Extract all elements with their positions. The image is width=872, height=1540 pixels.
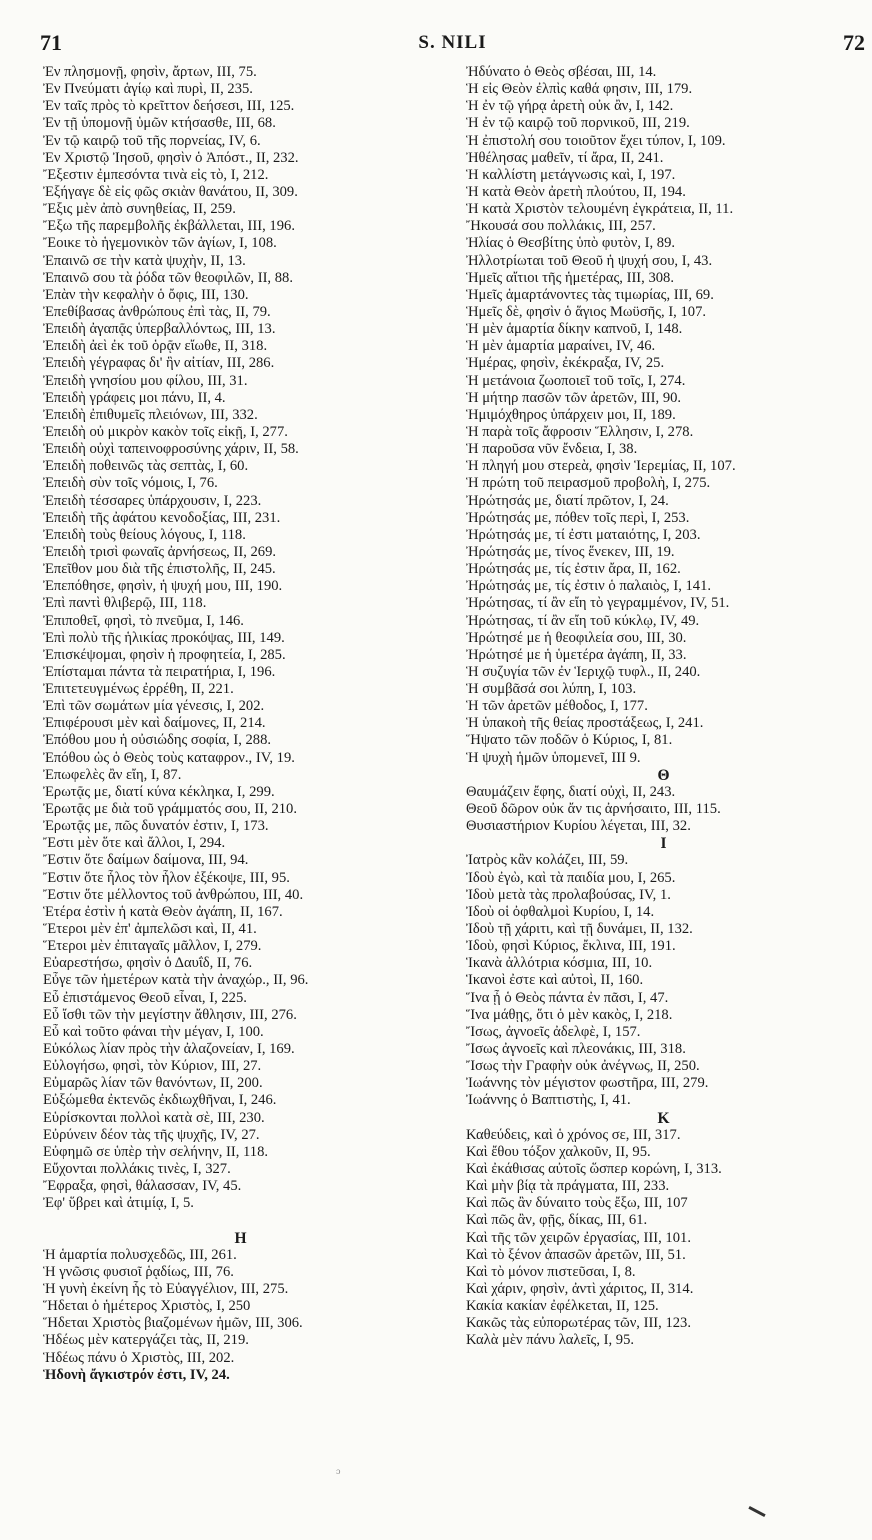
index-entry: Ἵνα ᾖ ὁ Θεὸς πάντα ἐν πᾶσι, I, 47. [466, 989, 669, 1006]
index-entry: Ἱκανὰ ἀλλότρια κόσμια, III, 10. [466, 955, 653, 972]
index-entry: Ἵνα μάθῃς, ὅτι ὁ μὲν κακὸς, I, 218. [466, 1006, 673, 1023]
index-entry: Ἐπειδὴ ἀεὶ ἐκ τοῦ ὁρᾷν εἴωθε, II, 318. [43, 338, 268, 355]
footer-mark: ɔ [336, 1467, 341, 1476]
index-entry: Ἡδέως πάνυ ὁ Χριστὸς, III, 202. [43, 1349, 235, 1366]
letter-heading: Θ [657, 766, 670, 784]
index-entry: Ἐν Χριστῷ Ἰησοῦ, φησὶν ὁ Ἀπόστ., II, 232. [43, 149, 299, 166]
index-entry: Ἡμιμόχθηρος ὑπάρχειν μοι, II, 189. [466, 406, 676, 423]
index-entry: Ἠρώτησάς με, διατί πρῶτον, I, 24. [466, 492, 669, 509]
index-entry: Ἠλίας ὁ Θεσβίτης ὑπὸ φυτὸν, I, 89. [466, 235, 676, 252]
index-entry: Εὐρύνειν δέον τὰς τῆς ψυχῆς, IV, 27. [43, 1126, 260, 1143]
index-entry: Ἥψατο τῶν ποδῶν ὁ Κύριος, I, 81. [466, 732, 673, 749]
index-entry: Ἔστιν ὅτε μέλλοντος τοῦ ἀνθρώπου, III, 40. [43, 886, 304, 903]
index-entry: Καὶ τὸ ξένον ἁπασῶν ἀρετῶν, III, 51. [466, 1246, 686, 1263]
index-entry: Ἡ παρὰ τοῖς ἄφροσιν Ἕλλησιν, I, 278. [466, 423, 694, 440]
index-entry: Ἠλλοτρίωται τοῦ Θεοῦ ἡ ψυχή σου, I, 43. [466, 252, 713, 269]
index-entry: Θυσιαστήριον Κυρίου λέγεται, III, 32. [466, 818, 691, 835]
index-entry: Ἐπειδὴ γέγραφας δι' ἣν αἰτίαν, III, 286. [43, 355, 275, 372]
index-entry: Ἡ ἐν τῷ γήρᾳ ἀρετὴ οὐκ ἂν, I, 142. [466, 98, 674, 115]
index-entry: Ἡ κατὰ Χριστὸν τελουμένη ἐγκράτεια, II, 11. [466, 201, 734, 218]
index-entry: Κακία κακίαν ἐφέλκεται, II, 125. [466, 1298, 659, 1315]
index-entry: Ἡ συζυγία τῶν ἐν Ἱεριχῷ τυφλ., II, 240. [466, 663, 701, 680]
index-entry: Ἠρώτησέ με ἡ θεοφιλεία σου, III, 30. [466, 629, 687, 646]
page-number-left: 71 [40, 30, 62, 55]
index-entry: Καὶ πῶς ἂν, φῇς, δίκας, III, 61. [466, 1212, 648, 1229]
index-entry: Ἰωάννης τὸν μέγιστον φωστῆρα, III, 279. [466, 1075, 709, 1092]
index-entry: Θαυμάζειν ἔφης, διατί οὐχὶ, II, 243. [466, 783, 676, 800]
index-entry: Ἐρωτᾷς με, διατί κύνα κέκληκα, I, 299. [43, 783, 275, 800]
index-entry: Εὑρίσκονται πολλοὶ κατὰ σὲ, III, 230. [43, 1109, 265, 1126]
index-entry: Καλὰ μὲν πάνυ λαλεῖς, I, 95. [466, 1332, 635, 1349]
index-entry: Ἐρωτᾷς με διὰ τοῦ γράμματός σου, II, 210. [43, 801, 297, 818]
index-entry: Ἥδεται Χριστὸς βιαζομένων ἡμῶν, III, 306. [43, 1315, 303, 1332]
index-entry: Ἡ κατὰ Θεὸν ἀρετὴ πλούτου, II, 194. [466, 183, 686, 200]
index-entry: Εὐαρεστήσω, φησὶν ὁ Δαυΐδ, II, 76. [43, 955, 253, 972]
index-column-left [43, 64, 438, 1384]
column-gap [43, 1212, 438, 1229]
index-entry: Ἐφ' ὕβρει καὶ ἀτιμίᾳ, I, 5. [43, 1195, 194, 1212]
index-entry: Ἐπίσταμαι πάντα τὰ πειρατήρια, I, 196. [43, 663, 276, 680]
index-entry: Ἐν ταῖς πρὸς τὸ κρεῖττον δεήσεσι, III, 125. [43, 98, 295, 115]
index-entry: Ἡ μετάνοια ζωοποιεῖ τοῦ τοῖς, I, 274. [466, 372, 686, 389]
index-entry: Ἰδοὺ οἱ ὀφθαλμοὶ Κυρίου, I, 14. [466, 903, 655, 920]
index-entry: Ἐπειδὴ ποθεινῶς τὰς σεπτὰς, I, 60. [43, 458, 249, 475]
index-entry: Ἠρώτησας, τί ἂν εἴη τὸ γεγραμμένον, IV, 51. [466, 595, 730, 612]
index-entry: Ἔστιν ὅτε ἧλος τὸν ἧλον ἐξέκοψε, III, 95. [43, 869, 290, 886]
index-entry: Εὐκόλως λίαν πρὸς τὴν ἀλαζονείαν, I, 169. [43, 1041, 295, 1058]
index-entry: Ἐρωτᾷς με, πῶς δυνατόν ἐστιν, I, 173. [43, 818, 269, 835]
index-entry: Ἡμέρας, φησὶν, ἐκέκραξα, IV, 25. [466, 355, 665, 372]
index-entry: Καθεύδεις, καὶ ὁ χρόνος σε, III, 317. [466, 1126, 681, 1143]
index-entry: Ἴσως τὴν Γραφὴν οὐκ ἀνέγνως, II, 250. [466, 1058, 700, 1075]
index-entry: Ἠρώτησάς με, τίνος ἕνεκεν, III, 19. [466, 543, 675, 560]
index-entry: Ἡ παροῦσα νῦν ἔνδεια, I, 38. [466, 441, 638, 458]
index-entry: Εὔχονται πολλάκις τινὲς, I, 327. [43, 1161, 231, 1177]
index-entry: Ἴσως, ἀγνοεῖς ἀδελφὲ, I, 157. [466, 1023, 641, 1040]
index-entry: Ἠρώτησας, τί ἂν εἴη τοῦ κύκλῳ, IV, 49. [466, 612, 700, 629]
index-entry: Ἠδύνατο ὁ Θεὸς σβέσαι, III, 14. [466, 64, 657, 80]
index-entry: Ἰδοὺ ἐγὼ, καὶ τὰ παιδία μου, I, 265. [466, 869, 676, 886]
index-entry: Ἐπειδὴ οὐχὶ ταπεινοφροσύνης χάριν, II, 58. [43, 441, 299, 458]
index-entry: Ἐπειδὴ σὺν τοῖς νόμοις, I, 76. [43, 475, 218, 492]
index-entry: Εὖ ἐπιστάμενος Θεοῦ εἶναι, I, 225. [43, 989, 247, 1006]
page-number-right: 72 [843, 30, 865, 55]
index-entry: Ἥδεται ὁ ἡμέτερος Χριστὸς, I, 250 [43, 1298, 251, 1315]
index-entry: Ἡ γυνὴ ἐκείνη ἧς τὸ Εὐαγγέλιον, III, 275. [43, 1280, 289, 1297]
index-entry: Ἐν πλησμονῇ, φησὶν, ἄρτων, III, 75. [43, 64, 257, 80]
index-entry: Ἐπαινῶ σου τὰ ῥόδα τῶν θεοφιλῶν, II, 88. [43, 269, 293, 286]
index-entry: Καὶ πῶς ἂν δύναιτο τοὺς ἔξω, III, 107 [466, 1195, 688, 1212]
index-entry: Ἔξις μὲν ἀπὸ συνηθείας, II, 259. [43, 201, 236, 218]
index-entry: Ἐπισκέψομαι, φησὶν ἡ προφητεία, I, 285. [43, 646, 286, 663]
index-entry: Ἑτέρα ἐστὶν ἡ κατὰ Θεὸν ἀγάπη, II, 167. [43, 903, 283, 920]
index-entry: Ἡ εἰς Θεὸν ἐλπὶς καθά φησιν, III, 179. [466, 81, 693, 98]
index-entry: Ἡ ἐπιστολή σου τοιοῦτον ἔχει τύπον, I, 109. [466, 132, 726, 149]
index-entry: Ἰωάννης ὁ Βαπτιστὴς, I, 41. [466, 1092, 631, 1109]
index-entry: Ἡ μὲν ἁμαρτία μαραίνει, IV, 46. [466, 338, 656, 355]
index-entry: Ἐν τῷ καιρῷ τοῦ τῆς πορνείας, IV, 6. [43, 132, 261, 149]
index-entry: Ἰδοὺ, φησὶ Κύριος, ἔκλινα, III, 191. [466, 938, 676, 955]
index-entry: Ἕτεροι μὲν ἐπ' ἀμπελῶσι καὶ, II, 41. [43, 921, 257, 938]
index-entry: Ἡμεῖς ἁμαρτάνοντες τὰς τιμωρίας, III, 69. [466, 286, 714, 303]
index-entry: Ἔοικε τὸ ἡγεμονικὸν τῶν ἁγίων, I, 108. [43, 235, 277, 252]
index-entry: Ἠρώτησάς με, τί ἐστι ματαιότης, I, 203. [466, 526, 701, 543]
index-entry: Ἐπειδὴ ἐπιθυμεῖς πλειόνων, III, 332. [43, 406, 258, 423]
index-entry: Ἐπειδὴ οὐ μικρὸν κακὸν τοῖς εἰκῇ, I, 277. [43, 423, 288, 440]
index-entry: Καὶ ἔθου τόξον χαλκοῦν, II, 95. [466, 1143, 651, 1160]
index-entry: Ἐπὶ τῶν σωμάτων μία γένεσις, I, 202. [43, 698, 265, 715]
index-entry: Ἠρώτησέ με ἡ ὑμετέρα ἀγάπη, II, 33. [466, 646, 687, 663]
index-entry: Ἔστι μὲν ὅτε καὶ ἄλλοι, I, 294. [43, 835, 226, 852]
index-entry: Εὖ καὶ τοῦτο φάναι τὴν μέγαν, I, 100. [43, 1023, 264, 1040]
running-head [40, 30, 865, 60]
index-entry: Ἐπεπόθησε, φησὶν, ἡ ψυχή μου, III, 190. [43, 578, 283, 595]
index-entry: Εὖ ἴσθι τῶν τὴν μεγίστην ἄθλησιν, III, 276. [43, 1006, 297, 1023]
index-entry: Ἐπὶ πολὺ τῆς ἡλικίας προκόψας, III, 149. [43, 629, 285, 646]
index-entry: Ἐπὶ παντὶ θλιβερῷ, III, 118. [43, 595, 207, 612]
index-entry: Ἐπειδὴ γράφεις μοι πάνυ, II, 4. [43, 389, 226, 406]
index-entry: Εὐμαρῶς λίαν τῶν θανόντων, II, 200. [43, 1075, 263, 1092]
index-entry: Ἔστιν ὅτε δαίμων δαίμονα, III, 94. [43, 852, 249, 869]
index-entry: Ἐν τῇ ὑπομονῇ ὑμῶν κτήσασθε, III, 68. [43, 115, 276, 132]
index-entry: Ἰδοὺ τῇ χάριτι, καὶ τῇ δυνάμει, II, 132. [466, 921, 693, 938]
index-entry: Ἡδονὴ ἄγκιστρόν ἐστι, IV, 24. [43, 1366, 230, 1383]
index-entry: Ἡ μὲν ἁμαρτία δίκην καπνοῦ, I, 148. [466, 321, 683, 338]
index-entry: Θεοῦ δῶρον οὐκ ἄν τις ἀρνήσαιτο, III, 115. [466, 801, 721, 818]
letter-heading: Η [234, 1229, 247, 1247]
index-entry: Ἠρώτησάς με, πόθεν τοῖς περὶ, I, 253. [466, 509, 690, 526]
index-entry: Ἡ συμβᾶσά σοι λύπη, I, 103. [466, 681, 637, 698]
index-entry: Ἰατρὸς κἂν κολάζει, III, 59. [466, 852, 629, 869]
index-entry: Ἡμεῖς δὲ, φησὶν ὁ ἅγιος Μωϋσῆς, I, 107. [466, 303, 707, 320]
index-entry: Καὶ τὸ μόνον πιστεῦσαι, I, 8. [466, 1263, 636, 1280]
index-entry: Ἔξω τῆς παρεμβολῆς ἐκβάλλεται, III, 196. [43, 218, 295, 235]
index-entry: Ἐπόθου μου ἡ οὐσιώδης σοφία, I, 288. [43, 732, 272, 749]
index-entry: Ἐπειδὴ τέσσαρες ὑπάρχουσιν, I, 223. [43, 492, 262, 509]
index-entry: Κακῶς τὰς εὐπορωτέρας τῶν, III, 123. [466, 1315, 692, 1332]
letter-heading: Ι [660, 835, 667, 853]
index-entry: Ἡ ἐν τῷ καιρῷ τοῦ πορνικοῦ, III, 219. [466, 115, 690, 132]
index-entry: Ἐπόθου ὡς ὁ Θεὸς τοὺς καταφρον., IV, 19. [43, 749, 295, 766]
index-entry: Ἐξήγαγε δὲ εἰς φῶς σκιὰν θανάτου, II, 309. [43, 183, 298, 200]
index-entry: Ἔφραξα, φησὶ, θάλασσαν, IV, 45. [43, 1178, 242, 1195]
index-entry: Ἡ γνῶσις φυσιοῖ ῥᾳδίως, III, 76. [43, 1263, 234, 1280]
index-entry: Εὐφημῶ σε ὑπὲρ τὴν σελήνην, II, 118. [43, 1143, 269, 1160]
index-entry: Καὶ τῆς τῶν χειρῶν ἐργασίας, III, 101. [466, 1229, 691, 1246]
index-entry: Εὖγε τῶν ἡμετέρων κατὰ τὴν ἀναχώρ., II, 96. [43, 972, 309, 989]
index-entry: Ἐπιτετευγμένως ἐρρέθη, II, 221. [43, 681, 234, 698]
index-entry: Ἠρώτησάς με, τίς ἐστιν ὁ παλαιὸς, I, 141. [466, 578, 712, 595]
index-entry: Καὶ χάριν, φησὶν, ἀντὶ χάριτος, II, 314. [466, 1280, 694, 1297]
index-entry: Ἐπειδὴ τῆς ἀφάτου κενοδοξίας, III, 231. [43, 509, 281, 526]
index-entry: Ἐπειδὴ τοὺς θείους λόγους, I, 118. [43, 526, 246, 543]
index-entry: Ἡ ψυχὴ ἡμῶν ὑπομενεῖ, III 9. [466, 749, 641, 766]
index-entry: Ἠρώτησάς με, τίς ἐστιν ἄρα, II, 162. [466, 561, 681, 578]
index-entry: Καὶ ἐκάθισας αὐτοῖς ὥσπερ κορώνη, I, 313. [466, 1161, 722, 1177]
index-entry: Ἡ ὑπακοὴ τῆς θείας προστάξεως, I, 241. [466, 715, 704, 732]
index-entry: Ἐπαινῶ σε τὴν κατὰ ψυχὴν, II, 13. [43, 252, 246, 269]
index-entry: Ἤκουσά σου πολλάκις, III, 257. [466, 218, 656, 235]
corner-scratch-mark [748, 1506, 765, 1517]
index-entry: Ἐπειδὴ ἀγαπᾷς ὑπερβαλλόντως, III, 13. [43, 321, 276, 338]
index-entry: Ἠθέλησας μαθεῖν, τί ἄρα, II, 241. [466, 149, 664, 166]
index-entry: Ἴσως ἀγνοεῖς καὶ πλεονάκις, III, 318. [466, 1041, 686, 1058]
index-entry: Ἰδοὺ μετὰ τὰς προλαβούσας, IV, 1. [466, 886, 671, 903]
page-title: S. NILI [418, 32, 487, 53]
index-entry: Εὐξώμεθα ἐκτενῶς ἐκδιωχθῆναι, I, 246. [43, 1092, 277, 1109]
letter-heading: Κ [657, 1109, 670, 1127]
index-entry: Ἡδέως μὲν κατεργάζει τὰς, II, 219. [43, 1332, 249, 1349]
index-entry: Ἱκανοὶ ἐστε καὶ αὐτοὶ, II, 160. [466, 972, 644, 989]
index-entry: Εὐλογήσω, φησὶ, τὸν Κύριον, III, 27. [43, 1058, 262, 1075]
index-entry: Ἡ ἁμαρτία πολυσχεδῶς, III, 261. [43, 1246, 237, 1263]
index-entry: Ἐπειδὴ τρισὶ φωναῖς ἀρνήσεως, II, 269. [43, 543, 277, 560]
index-entry: Ἐπωφελὲς ἂν εἴη, I, 87. [43, 766, 182, 783]
index-entry: Ἡ μήτηρ πασῶν τῶν ἀρετῶν, III, 90. [466, 389, 682, 406]
index-entry: Ἐπεῖθον μου διὰ τῆς ἐπιστολῆς, II, 245. [43, 561, 276, 578]
index-entry: Ἐπιφέρουσι μὲν καὶ δαίμονες, II, 214. [43, 715, 266, 732]
index-column-right [466, 64, 861, 1350]
index-entry: Ἔξεστιν ἐμπεσόντα τινὰ εἰς τὸ, I, 212. [43, 166, 269, 183]
index-entry: Ἐν Πνεύματι ἁγίῳ καὶ πυρὶ, II, 235. [43, 81, 253, 98]
index-entry: Καὶ μὴν βίᾳ τὰ πράγματα, III, 233. [466, 1178, 670, 1195]
index-entry: Ἕτεροι μὲν ἐπιταγαῖς μᾶλλον, I, 279. [43, 938, 262, 955]
index-entry: Ἡμεῖς αἴτιοι τῆς ἡμετέρας, III, 308. [466, 269, 675, 286]
index-entry: Ἐπιποθεῖ, φησὶ, τὸ πνεῦμα, I, 146. [43, 612, 244, 629]
index-entry: Ἐπεθίβασας ἀνθρώπους ἐπὶ τὰς, II, 79. [43, 303, 271, 320]
index-entry: Ἡ τῶν ἀρετῶν μέθοδος, I, 177. [466, 698, 648, 715]
index-entry: Ἐπὰν τὴν κεφαλὴν ὁ ὄφις, III, 130. [43, 286, 249, 303]
index-entry: Ἡ πληγή μου στερεὰ, φησὶν Ἱερεμίας, II, 107. [466, 458, 736, 475]
index-entry: Ἡ καλλίστη μετάγνωσις καὶ, I, 197. [466, 166, 676, 183]
index-entry: Ἡ πρώτη τοῦ πειρασμοῦ προβολὴ, I, 275. [466, 475, 711, 492]
index-entry: Ἐπειδὴ γνησίου μου φίλου, III, 31. [43, 372, 248, 389]
